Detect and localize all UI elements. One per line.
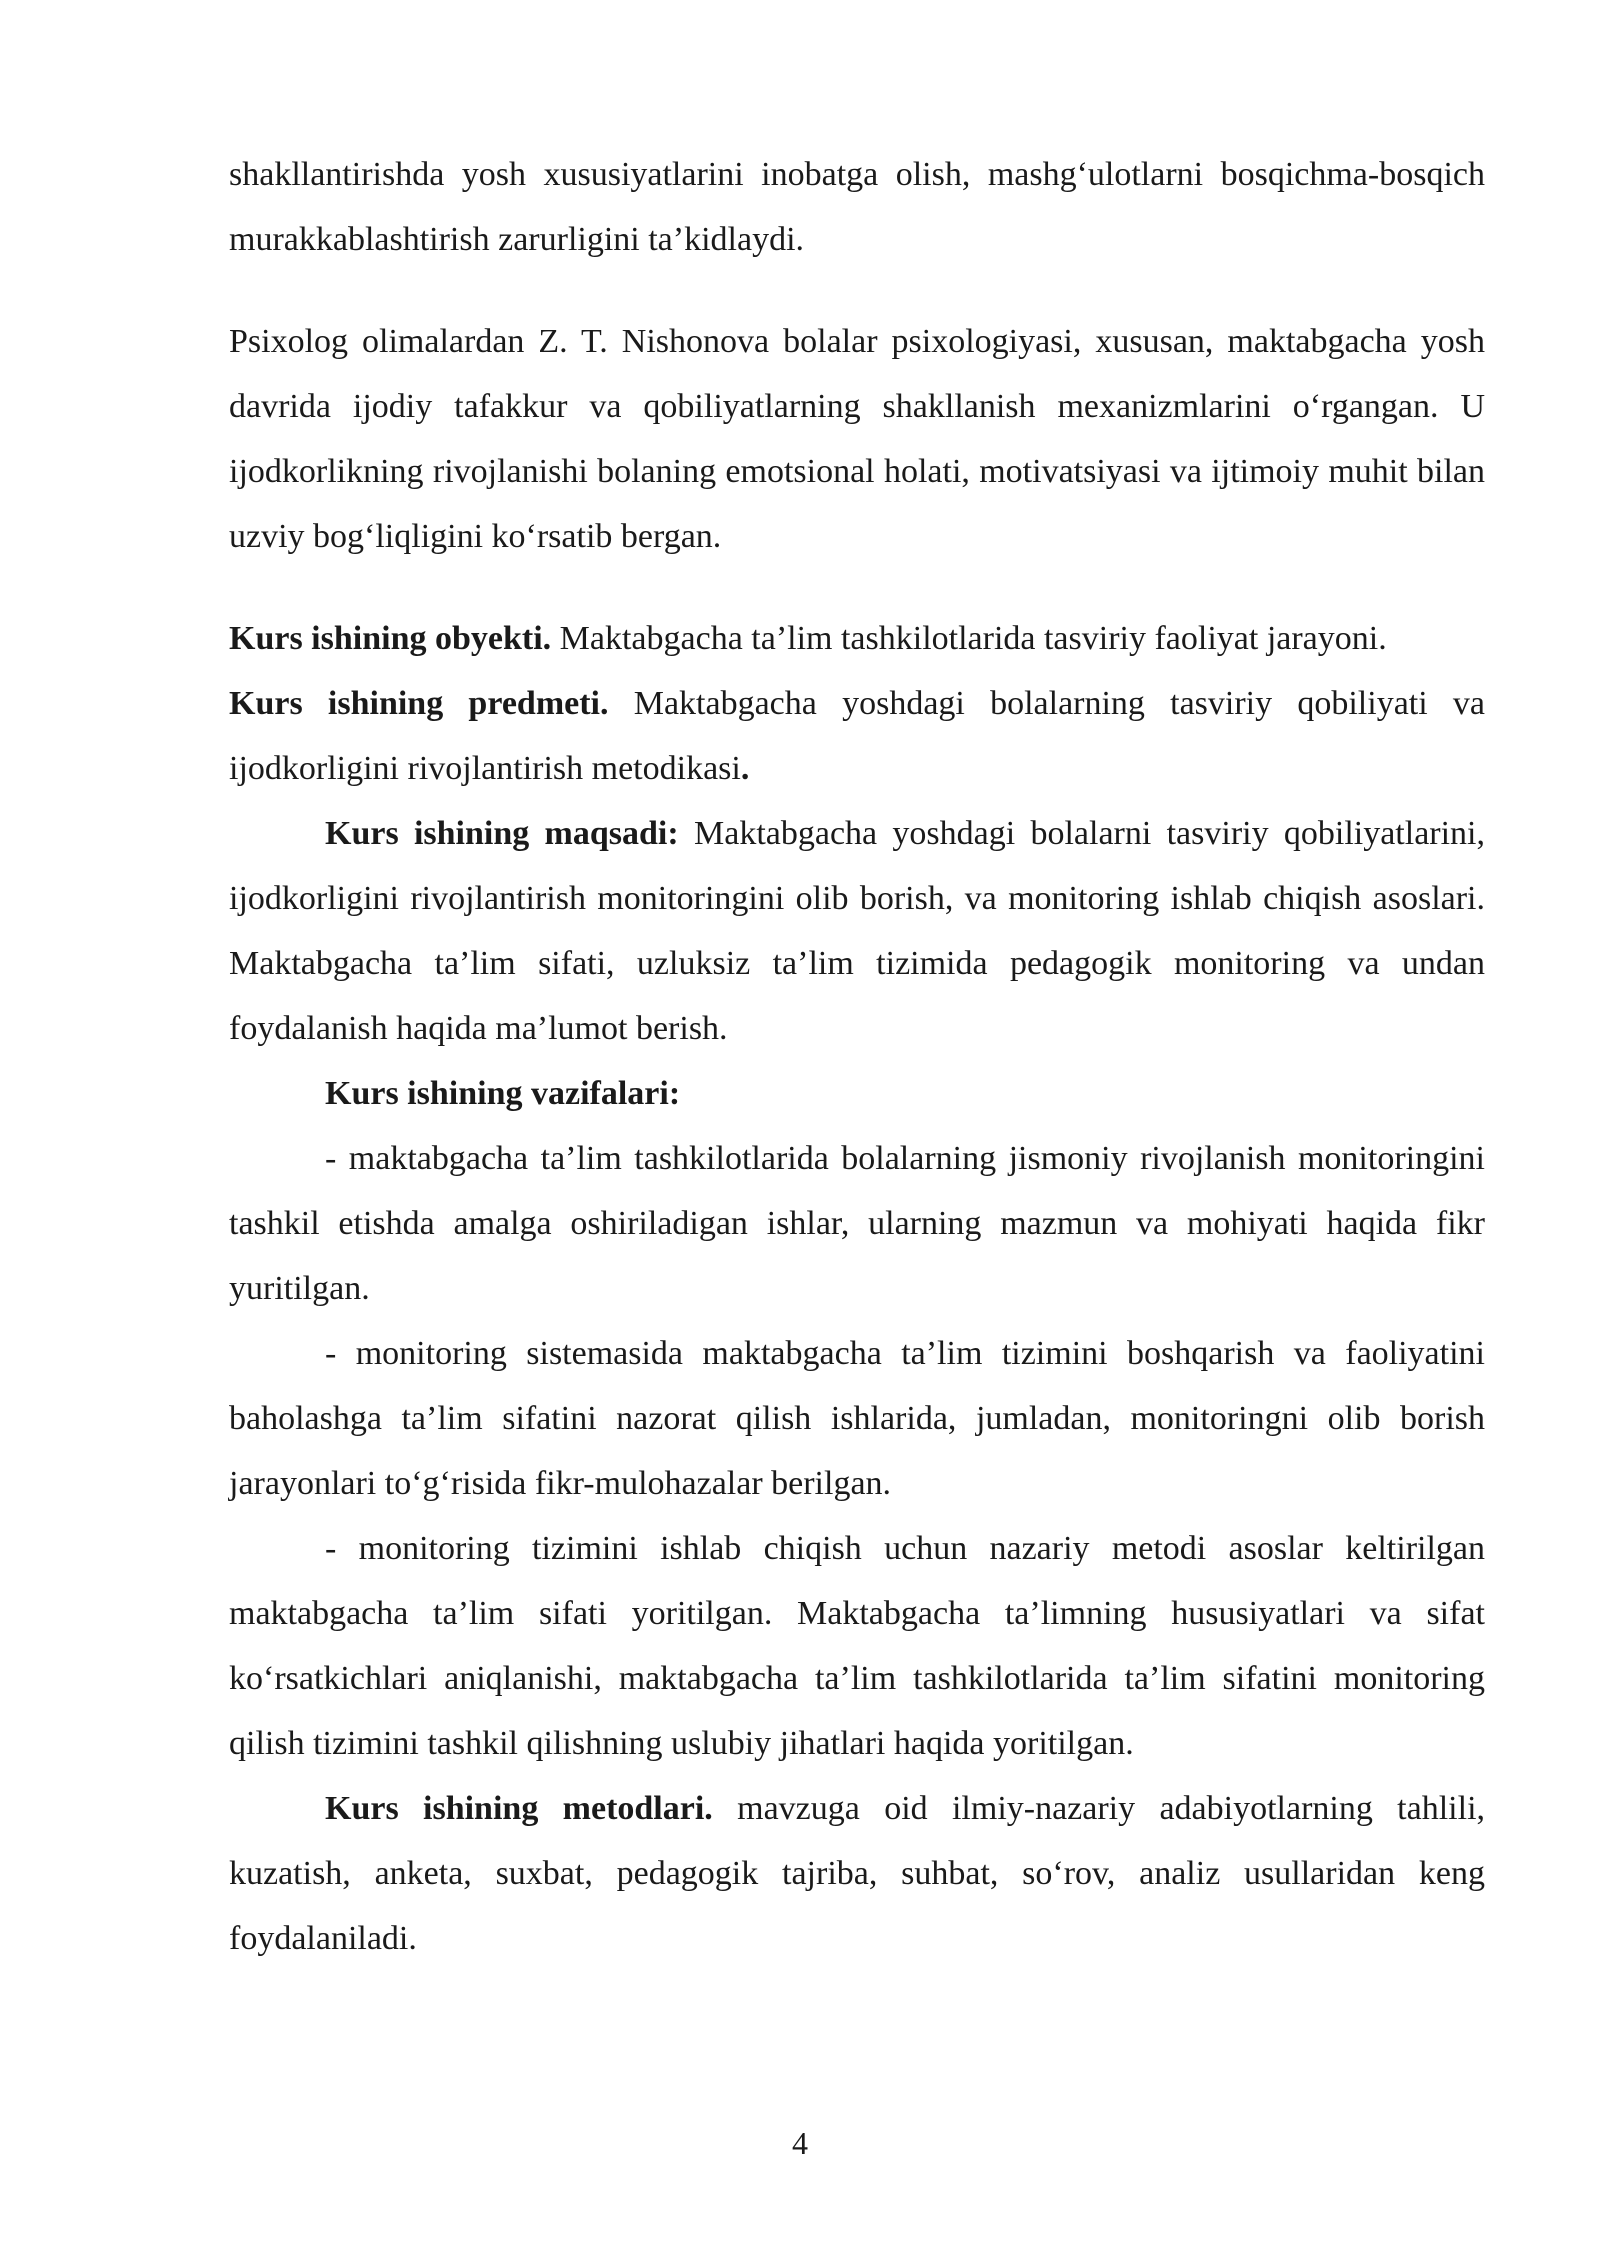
paragraph-methods [229,1776,1485,1971]
goal-heading: Kurs ishining maqsadi: [325,815,679,852]
paragraph-text: shakllantirishda yosh xususiyatlarini inobatga olish, mashg‘ulotlarni bosqichma-bosqich murakkablashtirish zarurligini ta’kidlaydi. [229,156,1485,258]
paragraph-text: Psixolog olimalardan Z. T. Nishonova bolalar psixologiyasi, xususan, maktabgacha yosh davrida ijodiy tafakkur va qobiliyatlarning shakllanish mexanizmlarini o‘rgangan. U ijodkorlikning rivojlanishi bolaning emotsional holati, motivatsiyasi va ijtimoiy muhit bilan uzviy bog‘liqligini ko‘rsatib bergan. [229,323,1485,555]
subject-period: . [740,750,750,787]
task-text: - maktabgacha ta’lim tashkilotlarida bolalarning jismoniy rivojlanish monitoringini tashkil etishda amalga oshiriladigan ishlar, ularning mazmun va mohiyati haqida fikr yuritilgan. [229,1140,1485,1307]
paragraph-tasks-heading [229,1061,1485,1126]
task-text: - monitoring tizimini ishlab chiqish uchun nazariy metodi asoslar keltirilgan maktabgacha ta’lim sifati yoritilgan. Maktabgacha ta’limning hususiyatlari va sifat ko‘rsatkichlari aniqlanishi, maktabgacha ta’lim tashkilotlarida ta’lim sifatini monitoring qilish tizimini tashkil qilishning uslubiy jihatlari haqida yoritilgan. [229,1530,1485,1762]
methods-heading: Kurs ishining metodlari. [325,1790,713,1827]
document-body [229,142,1485,1971]
task-text: - monitoring sistemasida maktabgacha ta’lim tizimini boshqarish va faoliyatini baholashga ta’lim sifatini nazorat qilish ishlarida, jumladan, monitoringni olib borish jarayonlari to‘g‘risida fikr-mulohazalar berilgan. [229,1335,1485,1502]
paragraph-continuation [229,142,1485,272]
paragraph-nishonova [229,309,1485,569]
paragraph-object [229,606,1485,671]
page-number: 4 [792,2125,808,2161]
object-heading: Kurs ishining obyekti. [229,620,552,657]
paragraph-goal [229,801,1485,1061]
tasks-heading: Kurs ishining vazifalari: [325,1075,681,1112]
paragraph-subject [229,671,1485,801]
task-item-2 [229,1321,1485,1516]
task-item-3 [229,1516,1485,1776]
paragraph-text: Maktabgacha ta’lim tashkilotlarida tasviriy faoliyat jarayoni. [551,620,1387,657]
subject-heading: Kurs ishining predmeti. [229,685,609,722]
task-item-1 [229,1126,1485,1321]
paragraph-text: mavzuga oid ilmiy-nazariy adabiyotlarning tahlili, kuzatish, anketa, suxbat, pedagogik tajriba, suhbat, so‘rov, analiz usullaridan keng foydalaniladi. [229,1790,1486,1957]
paragraph-text: Maktabgacha yoshdagi bolalarning tasviriy qobiliyati va ijodkorligini rivojlantirish metodikasi [229,685,1485,787]
paragraph-text: Maktabgacha yoshdagi bolalarni tasviriy qobiliyatlarini, ijodkorligini rivojlantirish monitoringini olib borish, va monitoring ishlab chiqish asoslari. Maktabgacha ta’lim sifati, uzluksiz ta’lim tizimida pedagogik monitoring va undan foydalanish haqida ma’lumot berish. [229,815,1485,1047]
